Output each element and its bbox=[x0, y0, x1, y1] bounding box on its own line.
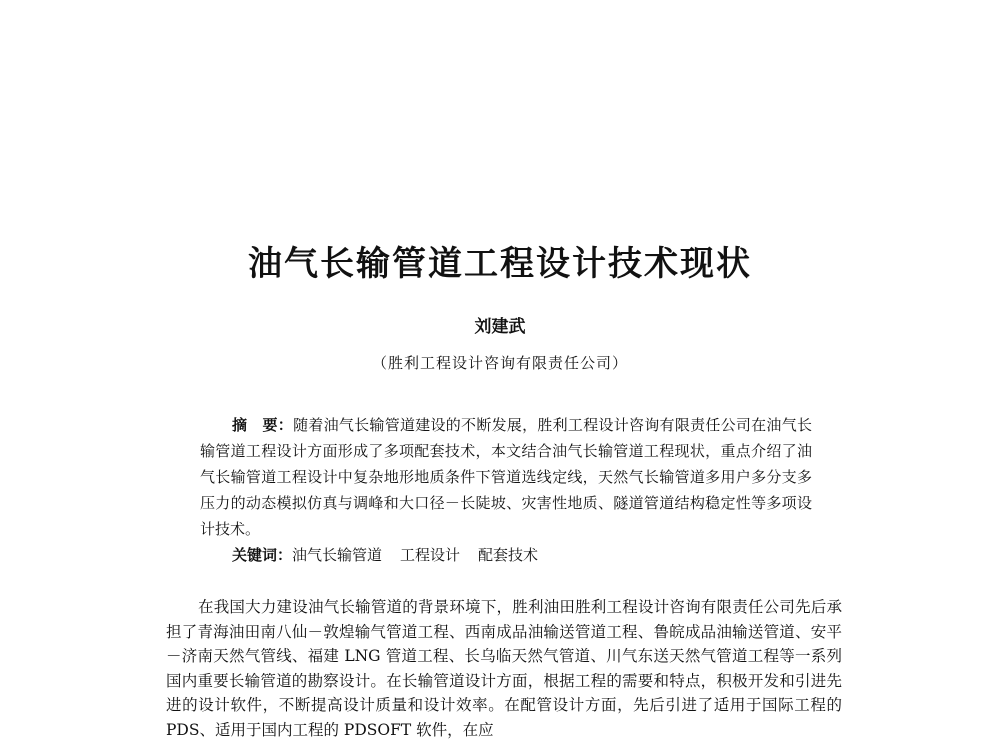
abstract-label: 摘 要： bbox=[232, 416, 294, 434]
author-name: 刘建武 bbox=[474, 317, 526, 337]
paper-title: 油气长输管道工程设计技术现状 bbox=[248, 244, 752, 284]
abstract-text: 随着油气长输管道建设的不断发展，胜利工程设计咨询有限责任公司在油气长输管道工程设计方面形成了多项配套技术，本文结合油气长输管道工程现状，重点介绍了油气长输管道工程设计中复杂地形地质条件下管道选线定线，天然气长输管道多用户多分支多压力的动态模拟仿真与调峰和大口径－长陡坡、灾害性地质、隧道管道结构稳定性等多项设计技术。 bbox=[200, 416, 812, 538]
keyword-item: 油气长输管道 bbox=[292, 546, 383, 564]
keyword-item: 工程设计 bbox=[400, 546, 461, 564]
keywords-label: 关键词： bbox=[232, 546, 293, 564]
body-paragraph: 在我国大力建设油气长输管道的背景环境下，胜利油田胜利工程设计咨询有限责任公司先后承担了青海油田南八仙－敦煌输气管道工程、西南成品油输送管道工程、鲁皖成品油输送管道、安平－济南天然气管线、福建 LNG 管道工程、长乌临天然气管道、川气东送天然气管道工程等一系列国内重要长输管道的勘察设计。在长输管道设计方面，根据工程的需要和特点，积极开发和引进先进的设计软件，不断提高设计质量和设计效率。在配管设计方面，先后引进了适用于国际工程的 PDS、适用于国内工程的 PDSOFT 软件，在应 bbox=[166, 598, 842, 739]
author-affiliation: （胜利工程设计咨询有限责任公司） bbox=[371, 354, 628, 372]
keyword-item: 配套技术 bbox=[478, 546, 539, 564]
abstract bbox=[200, 412, 812, 542]
keywords bbox=[232, 542, 556, 568]
